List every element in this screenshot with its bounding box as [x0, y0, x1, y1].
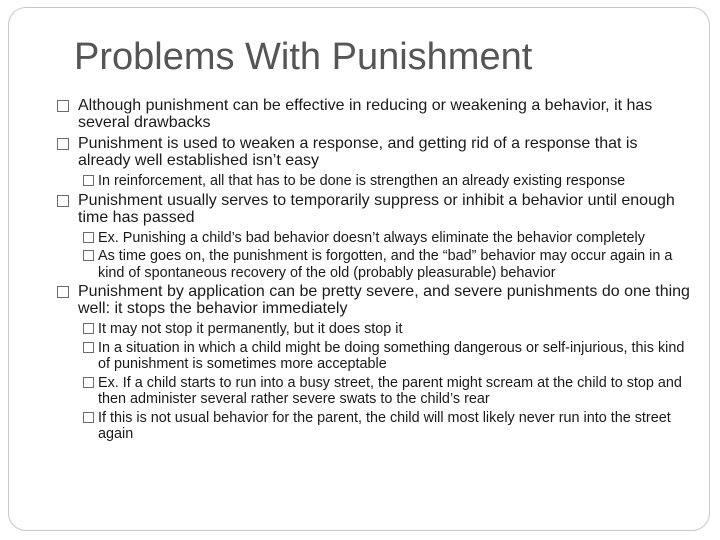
sub-bullet-item: [54, 321, 694, 338]
checkbox-bullet-icon: [57, 286, 69, 298]
checkbox-bullet-icon: [83, 175, 94, 186]
sub-bullet-text: It may not stop it permanently, but it does stop it: [98, 321, 403, 337]
sub-bullet-item: [54, 410, 694, 443]
sub-bullet-item: [54, 173, 694, 190]
bullet-item: [54, 135, 694, 169]
bullet-list: [54, 97, 694, 445]
slide-title: Problems With Punishment: [74, 36, 533, 78]
bullet-item: [54, 283, 694, 317]
sub-bullet-item: [54, 230, 694, 247]
checkbox-bullet-icon: [83, 232, 94, 243]
checkbox-bullet-icon: [83, 412, 94, 423]
sub-bullet-text: In reinforcement, all that has to be done is strengthen an already existing response: [98, 173, 626, 189]
checkbox-bullet-icon: [83, 323, 94, 334]
sub-bullet-item: [54, 375, 694, 408]
checkbox-bullet-icon: [57, 138, 69, 150]
sub-bullet-item: [54, 248, 694, 281]
checkbox-bullet-icon: [83, 377, 94, 388]
sub-bullet-text: Ex. If a child starts to run into a busy street, the parent might scream at the child to stop and then administer several rather severe swats to the child’s rear: [98, 374, 682, 407]
sub-bullet-text: If this is not usual behavior for the parent, the child will most likely never run into the street again: [98, 409, 671, 442]
bullet-item: [54, 192, 694, 226]
checkbox-bullet-icon: [83, 342, 94, 353]
checkbox-bullet-icon: [83, 250, 94, 261]
bullet-text: Punishment usually serves to temporarily suppress or inhibit a behavior until enough time has passed: [78, 191, 675, 226]
checkbox-bullet-icon: [57, 195, 69, 207]
bullet-text: Although punishment can be effective in reducing or weakening a behavior, it has several drawbacks: [78, 97, 653, 131]
bullet-text: Punishment is used to weaken a response, and getting rid of a response that is already well established isn’t easy: [78, 135, 638, 169]
sub-bullet-text: As time goes on, the punishment is forgotten, and the “bad” behavior may occur again in a kind of spontaneous recovery of the old (probably pleasurable) behavior: [98, 248, 673, 281]
bullet-item: [54, 97, 694, 131]
sub-bullet-text: In a situation in which a child might be doing something dangerous or self-injurious, this kind of punishment is sometimes more acceptable: [98, 339, 685, 372]
sub-bullet-text: Ex. Punishing a child’s bad behavior doesn’t always eliminate the behavior completely: [98, 229, 645, 246]
bullet-text: Punishment by application can be pretty severe, and severe punishments do one thing well: it stops the behavior immediately: [78, 283, 690, 317]
checkbox-bullet-icon: [57, 100, 69, 112]
sub-bullet-item: [54, 340, 694, 373]
